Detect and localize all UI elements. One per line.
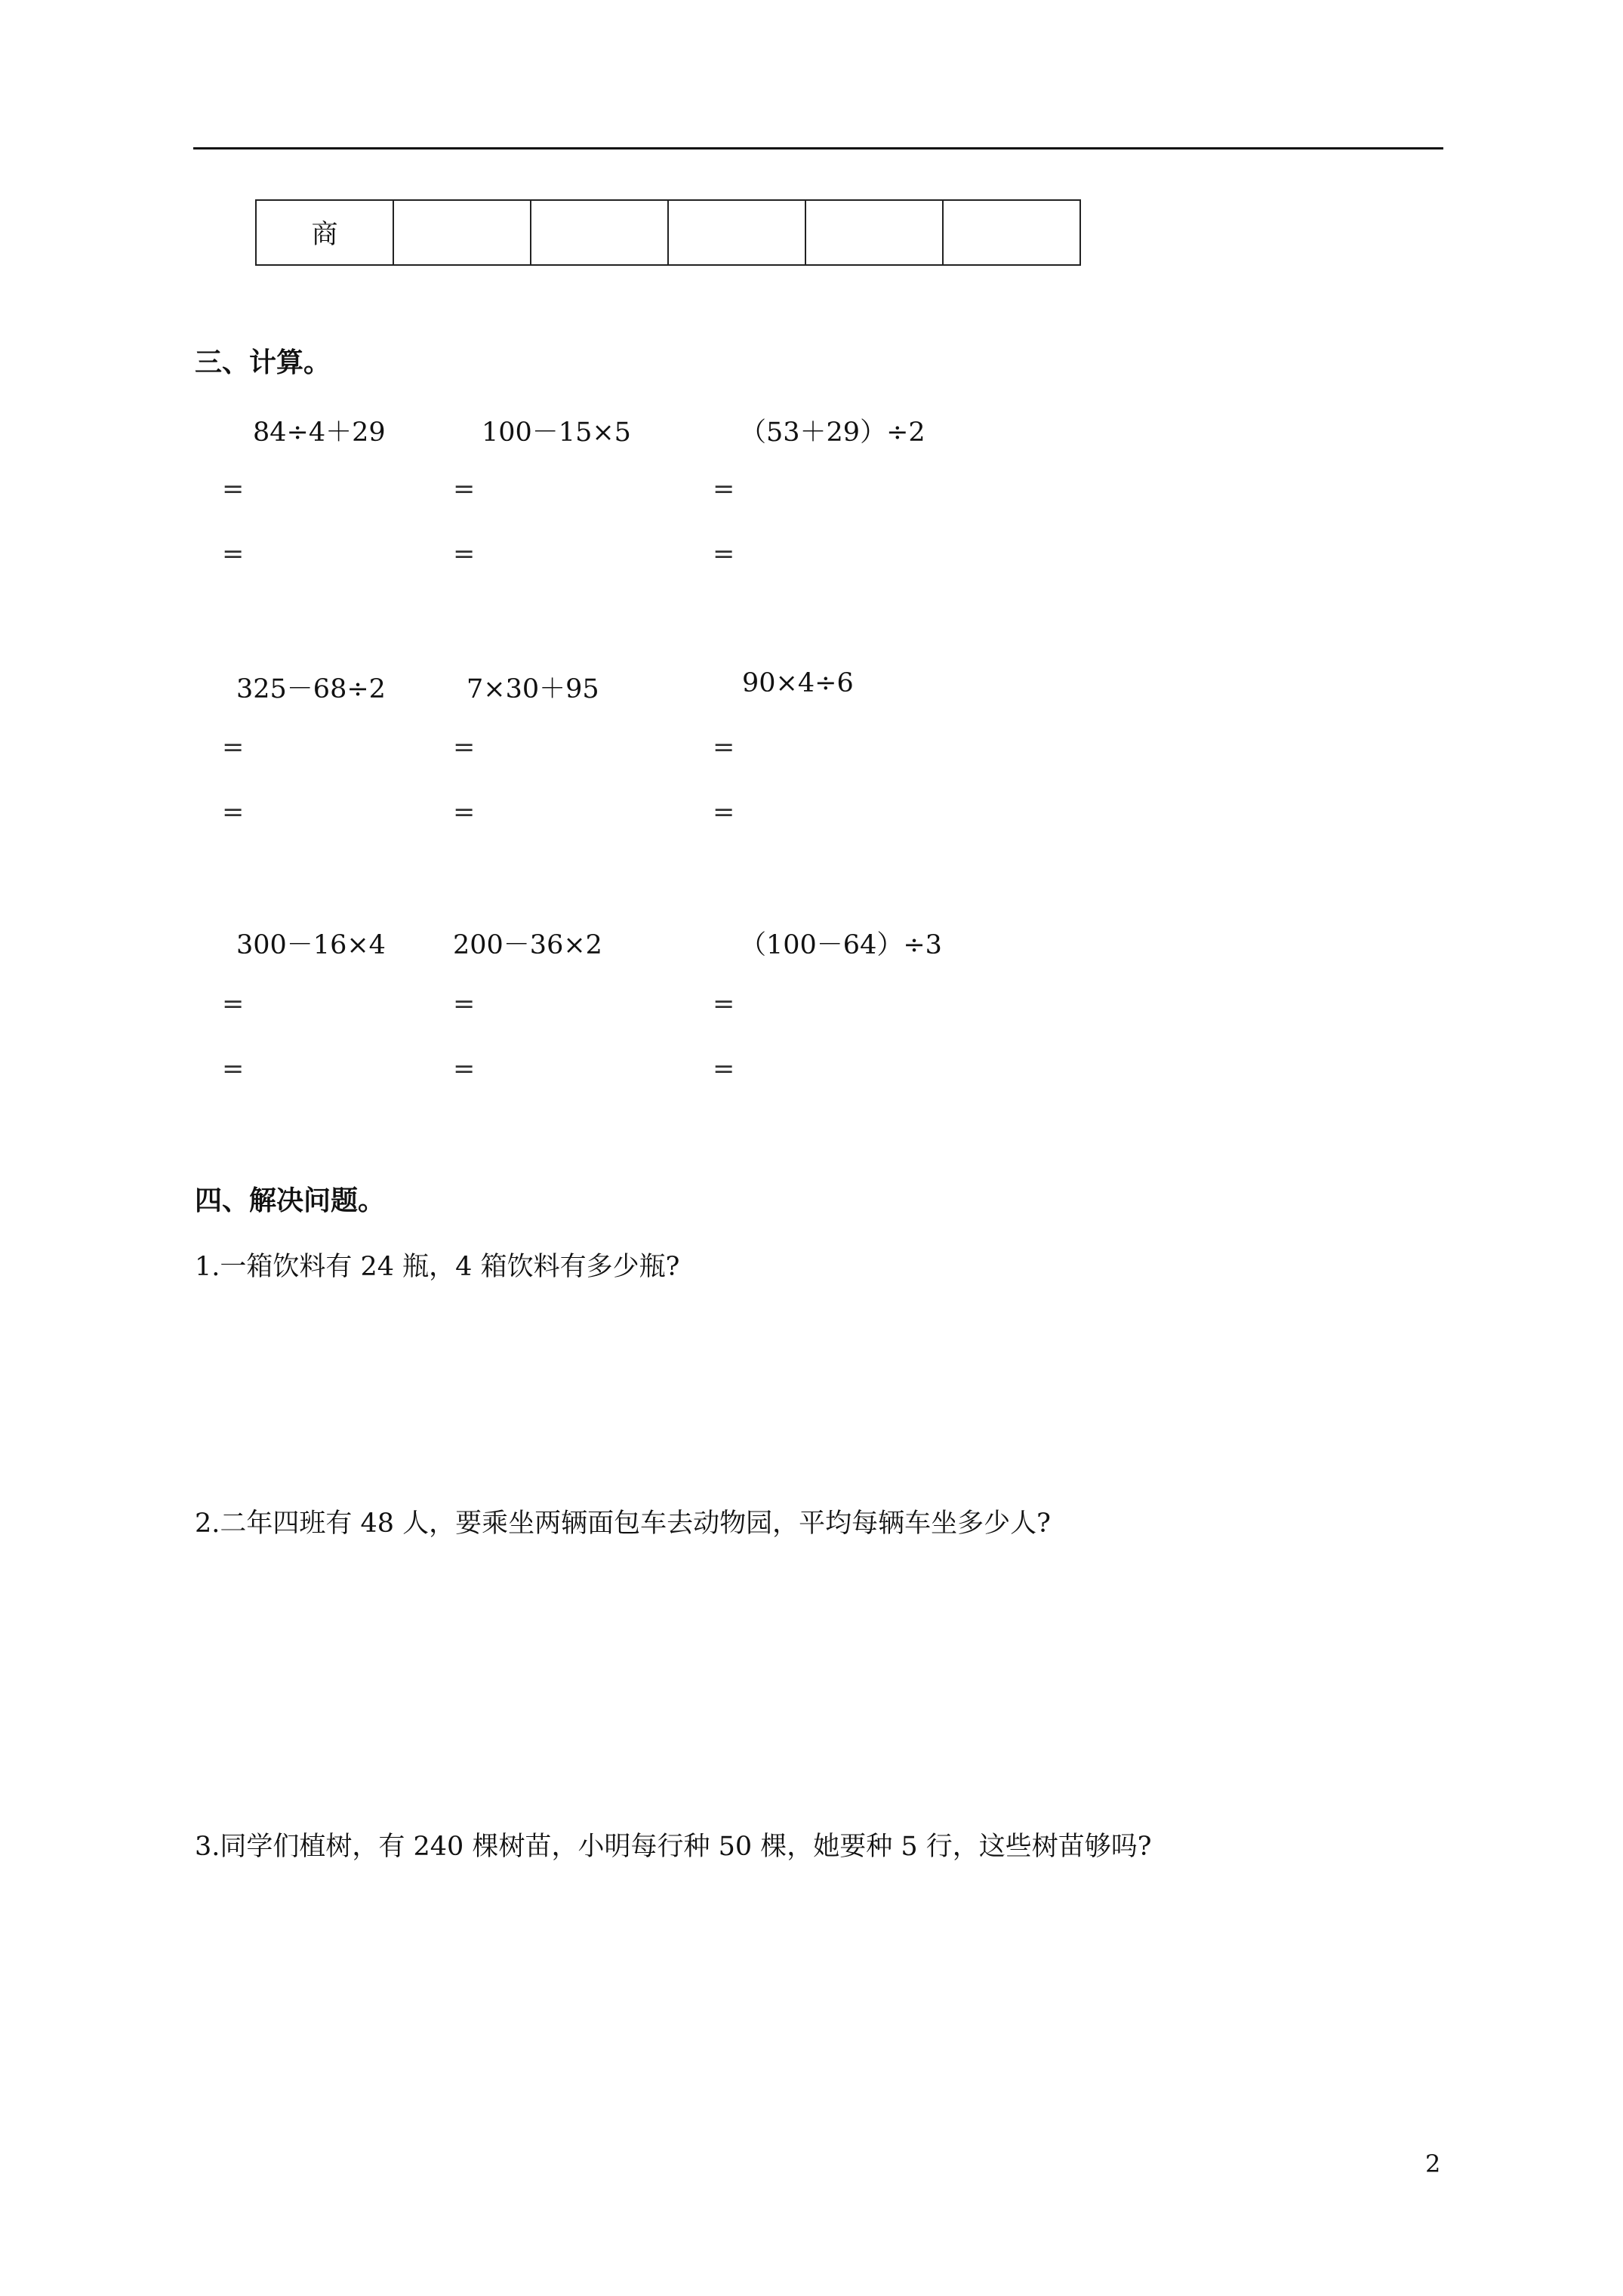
expression-3-3: （100－64）÷3 bbox=[740, 930, 942, 960]
expression-2-2: 7×30＋95 bbox=[467, 674, 599, 704]
expression-2-3: 90×4÷6 bbox=[742, 668, 854, 698]
equals-sign: = bbox=[453, 797, 476, 827]
word-problem-2: 2.二年四班有 48 人，要乘坐两辆面包车去动物园，平均每辆车坐多少人? bbox=[195, 1509, 1051, 1539]
equals-sign: = bbox=[222, 1054, 245, 1084]
header-rule bbox=[193, 147, 1443, 149]
equals-sign: = bbox=[453, 732, 476, 763]
equals-sign: = bbox=[222, 797, 245, 827]
answer-cell-1[interactable] bbox=[393, 200, 531, 265]
expression-1-1: 84÷4＋29 bbox=[253, 418, 386, 448]
equals-sign: = bbox=[453, 1054, 476, 1084]
equals-sign: = bbox=[222, 732, 245, 763]
equals-sign: = bbox=[222, 474, 245, 504]
answer-cell-5[interactable] bbox=[943, 200, 1080, 265]
equals-sign: = bbox=[453, 539, 476, 569]
expression-2-1: 325－68÷2 bbox=[236, 674, 386, 704]
word-problem-3: 3.同学们植树，有 240 棵树苗，小明每行种 50 棵，她要种 5 行，这些树苗够吗? bbox=[195, 1832, 1152, 1862]
expression-1-3: （53＋29）÷2 bbox=[740, 418, 925, 448]
equals-sign: = bbox=[713, 732, 735, 763]
equals-sign: = bbox=[713, 797, 735, 827]
equals-sign: = bbox=[713, 474, 735, 504]
answer-cell-2[interactable] bbox=[531, 200, 668, 265]
table-label-cell: 商 bbox=[256, 200, 393, 265]
equals-sign: = bbox=[222, 989, 245, 1019]
section-3-title: 三、计算。 bbox=[195, 347, 331, 378]
equals-sign: = bbox=[713, 989, 735, 1019]
section-4-title: 四、解决问题。 bbox=[195, 1185, 386, 1216]
equals-sign: = bbox=[713, 539, 735, 569]
answer-cell-3[interactable] bbox=[668, 200, 805, 265]
table-row bbox=[256, 200, 1080, 265]
expression-3-2: 200－36×2 bbox=[453, 930, 602, 960]
equals-sign: = bbox=[713, 1054, 735, 1084]
page-number: 2 bbox=[1425, 2150, 1441, 2178]
expression-3-1: 300－16×4 bbox=[236, 930, 386, 960]
equals-sign: = bbox=[222, 539, 245, 569]
equals-sign: = bbox=[453, 989, 476, 1019]
expression-1-2: 100－15×5 bbox=[482, 418, 631, 448]
equals-sign: = bbox=[453, 474, 476, 504]
word-problem-1: 1.一箱饮料有 24 瓶，4 箱饮料有多少瓶? bbox=[195, 1252, 680, 1282]
answer-cell-4[interactable] bbox=[805, 200, 943, 265]
quotient-table bbox=[255, 199, 1081, 266]
